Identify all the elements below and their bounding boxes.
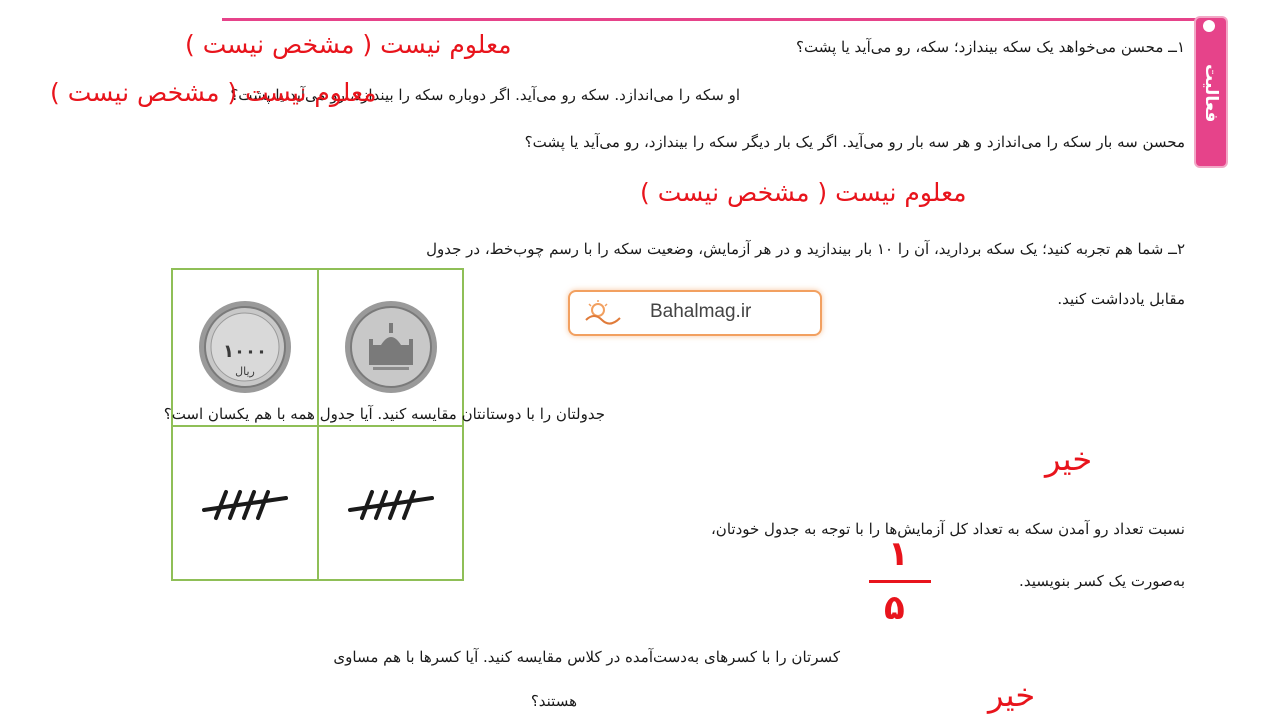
fraction-numerator: ۱	[888, 534, 909, 574]
q2-line1: ۲ــ شما هم تجربه کنید؛ یک سکه بردارید، آن را ۱۰ بار بیندازید و در هر آزمایش، وضعیت سکه را با رسم چوب‌خط، در جدول	[426, 240, 1185, 258]
watermark-logo-icon	[584, 298, 624, 328]
coin-back-icon	[197, 299, 293, 395]
fraction-bar	[869, 580, 931, 583]
q2-line2: مقابل یادداشت کنید.	[1057, 290, 1185, 308]
q2-compare-question: جدولتان را با دوستانتان مقایسه کنید. آیا جدول همه با هم یکسان است؟	[163, 405, 605, 423]
top-accent-line	[222, 18, 1200, 21]
q2-ratio-line2: به‌صورت یک کسر بنویسید.	[1019, 572, 1185, 590]
q2-fractions-line2: هستند؟	[530, 692, 577, 710]
q2-compare-answer: خیر	[1045, 440, 1093, 478]
q2-ratio-line1: نسبت تعداد رو آمدن سکه به تعداد کل آزمایش‌ها را با توجه به جدول خودتان،	[710, 520, 1185, 538]
q1-line2: او سکه را می‌اندازد. سکه رو می‌آید. اگر دوباره سکه را بیندازد، رو می‌آید یا پشت؟	[230, 86, 740, 104]
q2-fractions-line1: کسرتان را با کسرهای به‌دست‌آمده در کلاس مقایسه کنید. آیا کسرها با هم مساوی	[333, 648, 840, 666]
q2-fractions-answer: خیر	[988, 676, 1036, 714]
q1-answer2: معلوم نیست ( مشخص نیست )	[50, 78, 377, 107]
cell-tally-right	[319, 427, 463, 581]
watermark-text: Bahalmag.ir	[650, 301, 752, 322]
activity-tab	[1192, 8, 1228, 168]
coin-front-icon	[343, 299, 439, 395]
fraction-denominator: ۵	[884, 588, 905, 628]
q1-answer1: معلوم نیست ( مشخص نیست )	[185, 30, 512, 59]
tally-marks-left	[200, 484, 290, 524]
cell-back-coin	[173, 270, 317, 424]
q1-line3: محسن سه بار سکه را می‌اندازد و هر سه بار رو می‌آید. اگر یک بار دیگر سکه را بیندازد، رو می‌آید یا پشت؟	[524, 133, 1185, 151]
tally-marks-right	[346, 484, 436, 524]
activity-tab-label: فعالیت	[1201, 63, 1221, 123]
q1-answer3: معلوم نیست ( مشخص نیست )	[640, 178, 967, 207]
cell-tally-left	[173, 427, 317, 581]
cell-front-coin	[319, 270, 463, 424]
coin-unit-text: ریال	[235, 365, 255, 378]
q1-line1: ۱ــ محسن می‌خواهد یک سکه بیندازد؛ سکه، رو می‌آید یا پشت؟	[796, 38, 1185, 56]
coin-tally-table	[171, 268, 464, 581]
coin-value-text: ۱۰۰۰	[223, 341, 267, 362]
watermark-badge	[568, 290, 822, 336]
